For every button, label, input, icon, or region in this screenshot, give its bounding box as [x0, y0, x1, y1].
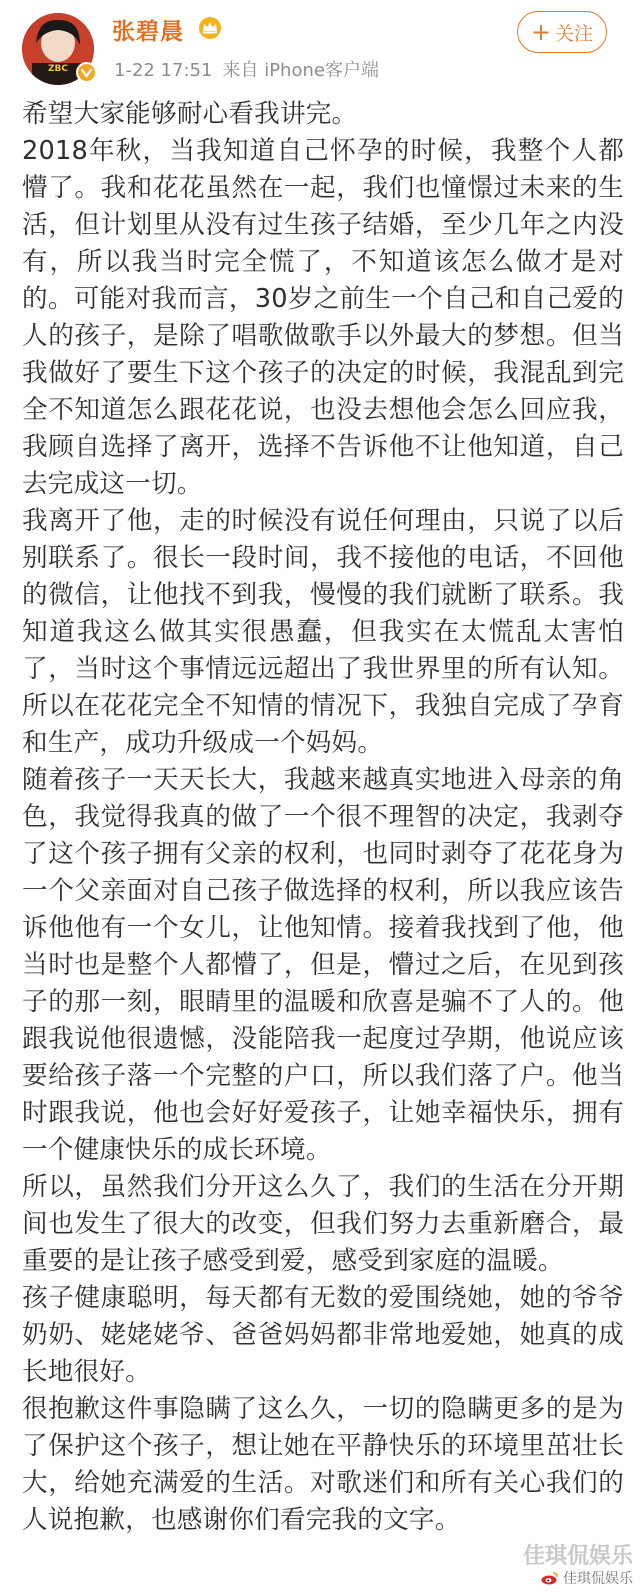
username[interactable]: 张碧晨 — [112, 19, 184, 45]
plus-icon: + — [530, 18, 552, 46]
verified-badge-icon — [76, 62, 97, 83]
paragraph: 希望大家能够耐心看我讲完。 — [22, 99, 358, 129]
follow-button[interactable] — [517, 11, 607, 53]
post-meta — [114, 56, 379, 82]
paragraph: 我离开了他，走的时候没有说任何理由，只说了以后别联系了。很长一段时间，我不接他的电话，不回他的微信，让他找不到我，慢慢的我们就断了联系。我知道我这么做其实很愚蠢，但我实在太慌乱太害怕了，当时这个事情远远超出了我世界里的所有认知。所以在花花完全不知情的情况下，我独自完成了孕育和生产，成功升级成一个妈妈。 — [22, 506, 624, 758]
watermark — [522, 1544, 633, 1588]
post-body — [22, 96, 624, 1539]
post-source[interactable]: iPhone客户端 — [264, 60, 379, 81]
post-header — [0, 0, 641, 95]
source-prefix: 来自 — [222, 60, 259, 81]
paragraph: 随着孩子一天天长大，我越来越真实地进入母亲的角色，我觉得我真的做了一个很不理智的决定，我剥夺了这个孩子拥有父亲的权利，也同时剥夺了花花身为一个父亲面对自己孩子做选择的权利，所以我应该告诉他他有一个女儿，让他知情。接着我找到了他，他当时也是整个人都懵了，但是，懵过之后，在见到孩子的那一刻，眼睛里的温暖和欣喜是骗不了人的。他跟我说他很遗憾，没能陪我一起度过孕期，他说应该要给孩子落一个完整的户口，所以我们落了户。他当时跟我说，他也会好好爱孩子，让她幸福快乐，拥有一个健康快乐的成长环境。 — [22, 765, 624, 1165]
follow-label: 关注 — [555, 22, 594, 45]
weibo-logo-icon — [541, 1571, 559, 1585]
crown-icon — [196, 16, 224, 40]
paragraph: 很抱歉这件事隐瞒了这么久，一切的隐瞒更多的是为了保护这个孩子，想让她在平静快乐的环境里茁壮长大，给她充满爱的生活。对歌迷们和所有关心我们的人说抱歉，也感谢你们看完我的文字。 — [22, 1394, 624, 1535]
watermark-small — [541, 1568, 633, 1588]
watermark-small-text: 佳琪侃娱乐 — [563, 1571, 633, 1587]
svg-text:ZBC: ZBC — [48, 64, 68, 74]
paragraph: 所以，虽然我们分开这么久了，我们的生活在分开期间也发生了很大的改变，但我们努力去重新磨合，最重要的是让孩子感受到爱，感受到家庭的温暖。 — [22, 1172, 624, 1276]
watermark-large: 佳琪侃娱乐 — [522, 1544, 633, 1569]
paragraph: 孩子健康聪明，每天都有无数的爱围绕她，她的爷爷奶奶、姥姥姥爷、爸爸妈妈都非常地爱她，她真的成长地很好。 — [22, 1283, 624, 1387]
paragraph: 2018年秋，当我知道自己怀孕的时候，我整个人都懵了。我和花花虽然在一起，我们也憧憬过未来的生活，但计划里从没有过生孩子结婚，至少几年之内没有，所以我当时完全慌了，不知道该怎么做才是对的。可能对我而言，30岁之前生一个自己和自己爱的人的孩子，是除了唱歌做歌手以外最大的梦想。但当我做好了要生下这个孩子的决定的时候，我混乱到完全不知道怎么跟花花说，也没去想他会怎么回应我，我顾自选择了离开，选择不告诉他不让他知道，自己去完成这一切。 — [22, 136, 624, 499]
post-timestamp: 1-22 17:51 — [114, 60, 213, 81]
